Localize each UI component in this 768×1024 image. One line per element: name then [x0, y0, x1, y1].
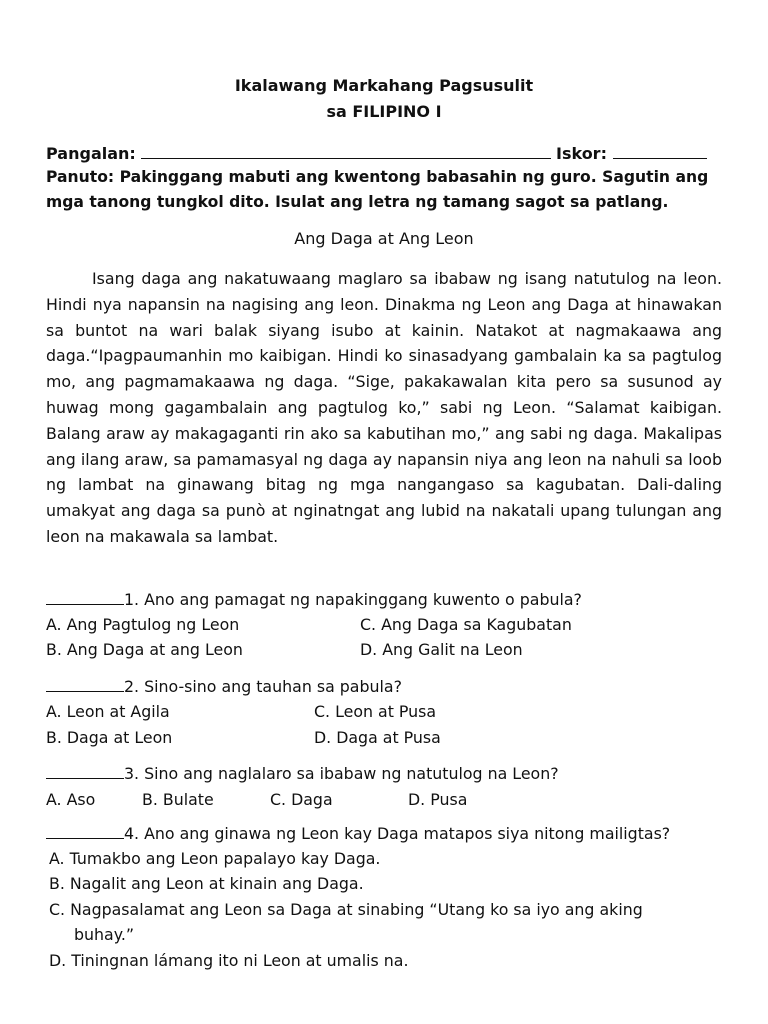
exam-title: Ikalawang Markahang Pagsusulit	[234, 76, 534, 95]
question-2	[46, 677, 402, 696]
q4-option-a: A. Tumakbo ang Leon papalayo kay Daga.	[49, 849, 381, 868]
instructions-line-2: mga tanong tungkol dito. Isulat ang letra ng tamang sagot sa patlang.	[46, 193, 669, 211]
q3-option-b: B. Bulate	[142, 790, 214, 809]
exam-subject: sa FILIPINO I	[326, 102, 442, 121]
q1-option-a: A. Ang Pagtulog ng Leon	[46, 615, 240, 634]
q3-option-a: A. Aso	[46, 790, 96, 809]
answer-blank-2	[46, 677, 124, 692]
question-1	[46, 590, 582, 609]
q1-option-c: C. Ang Daga sa Kagubatan	[360, 615, 572, 634]
question-4-text: 4. Ano ang ginawa ng Leon kay Daga matapos siya nitong mailigtas?	[124, 824, 671, 843]
story-title: Ang Daga at Ang Leon	[294, 229, 474, 248]
question-3-text: 3. Sino ang naglalaro sa ibabaw ng natutulog na Leon?	[124, 764, 559, 783]
answer-blank-4	[46, 824, 124, 839]
score-blank	[613, 144, 707, 159]
q1-option-d: D. Ang Galit na Leon	[360, 640, 523, 659]
name-blank	[141, 144, 551, 159]
q2-option-c: C. Leon at Pusa	[314, 702, 437, 721]
q4-option-d: D. Tiningnan lámang ito ni Leon at umalis na.	[49, 951, 409, 970]
q4-option-b: B. Nagalit ang Leon at kinain ang Daga.	[49, 874, 364, 893]
name-field	[46, 144, 551, 163]
question-2-text: 2. Sino-sino ang tauhan sa pabula?	[124, 677, 402, 696]
instructions-line-1: Panuto: Pakinggang mabuti ang kwentong babasahin ng guro. Sagutin ang	[46, 168, 709, 186]
q3-option-c: C. Daga	[270, 790, 333, 809]
q4-option-c: C. Nagpasalamat ang Leon sa Daga at sinabing “Utang ko sa iyo ang aking	[49, 900, 643, 919]
question-4	[46, 824, 670, 843]
question-3	[46, 764, 559, 783]
score-field	[556, 144, 707, 163]
q2-option-d: D. Daga at Pusa	[314, 728, 441, 747]
answer-blank-1	[46, 590, 124, 605]
question-1-text: 1. Ano ang pamagat ng napakinggang kuwento o pabula?	[124, 590, 582, 609]
name-label: Pangalan:	[46, 144, 136, 163]
score-label: Iskor:	[556, 144, 607, 163]
q2-option-b: B. Daga at Leon	[46, 728, 173, 747]
q3-option-d: D. Pusa	[408, 790, 468, 809]
story-paragraph	[46, 266, 722, 550]
story-text: Isang daga ang nakatuwaang maglaro sa ibabaw ng isang natutulog na leon. Hindi nya napansin na nagising ang leon. Dinakma ng Leon ang Daga at hinawakan sa buntot na wari balak siyang isubo at kainin. Natakot at nagmakaawa ang daga.“Ipagpaumanhin mo kaibigan. Hindi ko sinasadyang gambalain ka sa pagtulog mo, ang pagmamakaawa ng daga. “Sige, pakakawalan kita pero sa susunod ay huwag mong gagambalain ang pagtulog ko,” sabi ng Leon. “Salamat kaibigan. Balang araw ay makagaganti rin ako sa kabutihan mo,” ang sabi ng daga. Makalipas ang ilang araw, sa pamamasyal ng daga ay napansin niya ang leon na nahuli sa loob ng lambat na ginawang bitag ng mga nangangaso sa kagubatan. Dali-daling umakyat ang daga sa punò at nginatngat ang lubid na nakatali upang tulungan ang leon na makawala sa lambat.	[46, 269, 722, 546]
q4-option-c-continued: buhay.”	[74, 925, 135, 944]
q2-option-a: A. Leon at Agila	[46, 702, 170, 721]
answer-blank-3	[46, 764, 124, 779]
q1-option-b: B. Ang Daga at ang Leon	[46, 640, 243, 659]
